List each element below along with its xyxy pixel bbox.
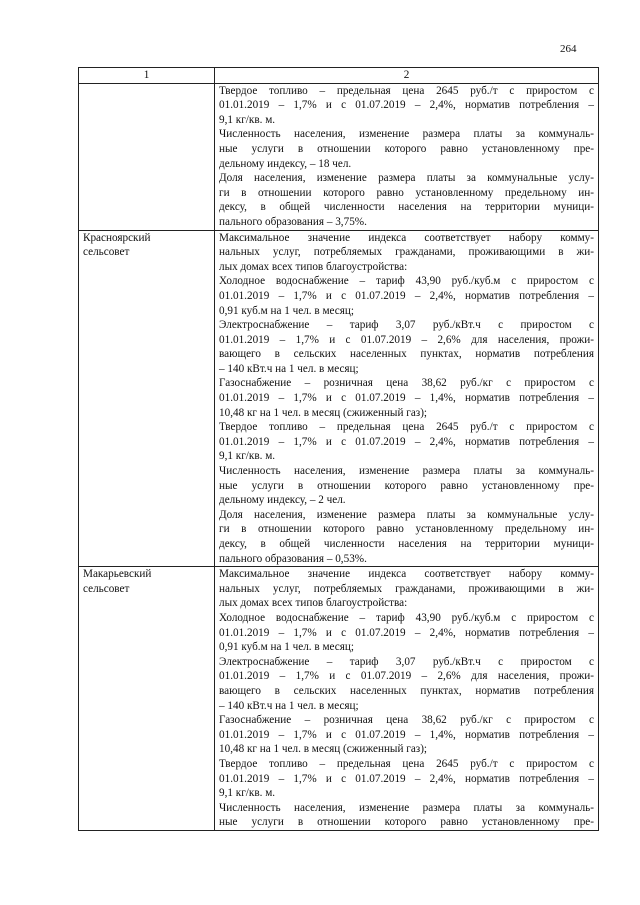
index-description-cell	[215, 567, 599, 831]
text-line: дексу, в общей численности населения на территории муници-	[219, 201, 594, 214]
text-line: Максимальное значение индекса соответствует набору комму-	[219, 568, 594, 581]
text-line: Холодное водоснабжение – тариф 43,90 руб./куб.м с приростом с	[219, 275, 594, 288]
text-line: 0,91 куб.м на 1 чел. в месяц;	[219, 641, 354, 654]
text-line: 10,48 кг на 1 чел. в месяц (сжиженный газ);	[219, 743, 428, 756]
text-line: дельному индексу, – 18 чел.	[219, 157, 352, 170]
text-line: 01.01.2019 – 1,7% и с 01.07.2019 – 2,4%, норматив потребления –	[219, 626, 594, 639]
text-line: Холодное водоснабжение – тариф 43,90 руб./куб.м с приростом с	[219, 611, 594, 624]
text-line: вающего в сельских населенных пунктах, норматив потребления	[219, 684, 594, 697]
text-line: ные услуги в отношении которого равно установленному пре-	[219, 142, 594, 155]
text-line: Численность населения, изменение размера платы за коммуналь-	[219, 801, 594, 814]
text-line: нальных услуг, потребляемых гражданами, проживающими в жи-	[219, 246, 594, 259]
municipality-name-cell	[79, 83, 215, 230]
text-line: Максимальное значение индекса соответствует набору комму-	[219, 231, 594, 244]
table-row	[79, 230, 599, 567]
text-line: 9,1 кг/кв. м.	[219, 450, 276, 463]
text-line: Электроснабжение – тариф 3,07 руб./кВт.ч с приростом с	[219, 655, 594, 668]
text-line: лых домах всех типов благоустройства:	[219, 260, 408, 273]
text-line: вающего в сельских населенных пунктах, норматив потребления	[219, 348, 594, 361]
table-row	[79, 567, 599, 831]
text-line: – 140 кВт.ч на 1 чел. в месяц;	[219, 699, 359, 712]
text-line: Доля населения, изменение размера платы за коммунальные услу-	[219, 508, 594, 521]
text-line: нальных услуг, потребляемых гражданами, проживающими в жи-	[219, 582, 594, 595]
municipality-name-line: сельсовет	[83, 246, 130, 259]
column-header-1: 1	[79, 68, 215, 84]
text-line: 9,1 кг/кв. м.	[219, 787, 276, 800]
table-header-row	[79, 68, 599, 84]
text-line: Твердое топливо – предельная цена 2645 руб./т с приростом с	[219, 757, 594, 770]
text-line: Численность населения, изменение размера платы за коммуналь-	[219, 465, 594, 478]
text-line: 10,48 кг на 1 чел. в месяц (сжиженный газ);	[219, 406, 428, 419]
text-line: 01.01.2019 – 1,7% и с 01.07.2019 – 2,6% для населения, прожи-	[219, 670, 594, 683]
municipality-name-cell	[79, 230, 215, 567]
index-description-cell	[215, 230, 599, 567]
text-line: лых домах всех типов благоустройства:	[219, 597, 408, 610]
page-number: 264	[560, 43, 577, 55]
municipality-name-line: сельсовет	[83, 582, 130, 595]
text-line: Электроснабжение – тариф 3,07 руб./кВт.ч с приростом с	[219, 319, 594, 332]
text-line: 9,1 кг/кв. м.	[219, 113, 276, 126]
text-line: Твердое топливо – предельная цена 2645 руб./т с приростом с	[219, 421, 594, 434]
municipality-name-line: Макарьевский	[83, 568, 152, 581]
text-line: 01.01.2019 – 1,7% и с 01.07.2019 – 1,4%, норматив потребления –	[219, 392, 594, 405]
text-line: ные услуги в отношении которого равно установленному пре-	[219, 479, 594, 492]
text-line: Доля населения, изменение размера платы за коммунальные услу-	[219, 172, 594, 185]
text-line: 01.01.2019 – 1,7% и с 01.07.2019 – 2,4%, норматив потребления –	[219, 435, 594, 448]
text-line: 0,91 куб.м на 1 чел. в месяц;	[219, 304, 354, 317]
text-line: 01.01.2019 – 1,7% и с 01.07.2019 – 2,4%, норматив потребления –	[219, 772, 594, 785]
municipality-name-line: Красноярский	[83, 231, 151, 244]
table-row	[79, 83, 599, 230]
text-line: пального образования – 3,75%.	[219, 215, 367, 228]
text-line: ные услуги в отношении которого равно установленному пре-	[219, 816, 594, 829]
table-body	[79, 83, 599, 830]
text-line: 01.01.2019 – 1,7% и с 01.07.2019 – 1,4%, норматив потребления –	[219, 728, 594, 741]
text-line: ги в отношении которого равно установленному предельному ин-	[219, 186, 594, 199]
text-line: Газоснабжение – розничная цена 38,62 руб./кг с приростом с	[219, 377, 594, 390]
column-header-2: 2	[215, 68, 599, 84]
text-line: 01.01.2019 – 1,7% и с 01.07.2019 – 2,4%, норматив потребления –	[219, 289, 594, 302]
text-line: пального образования – 0,53%.	[219, 552, 367, 565]
text-line: дельному индексу, – 2 чел.	[219, 494, 346, 507]
text-line: 01.01.2019 – 1,7% и с 01.07.2019 – 2,6% для населения, прожи-	[219, 333, 594, 346]
text-line: Численность населения, изменение размера платы за коммуналь-	[219, 128, 594, 141]
text-line: Газоснабжение – розничная цена 38,62 руб./кг с приростом с	[219, 714, 594, 727]
text-line: 01.01.2019 – 1,7% и с 01.07.2019 – 2,4%, норматив потребления –	[219, 99, 594, 112]
text-line: дексу, в общей численности населения на территории муници-	[219, 538, 594, 550]
municipality-name-cell	[79, 567, 215, 831]
index-description-cell	[215, 83, 599, 230]
text-line: – 140 кВт.ч на 1 чел. в месяц;	[219, 362, 359, 375]
text-line: Твердое топливо – предельная цена 2645 руб./т с приростом с	[219, 84, 594, 97]
text-line: ги в отношении которого равно установленному предельному ин-	[219, 523, 594, 536]
tariff-table	[78, 67, 599, 831]
